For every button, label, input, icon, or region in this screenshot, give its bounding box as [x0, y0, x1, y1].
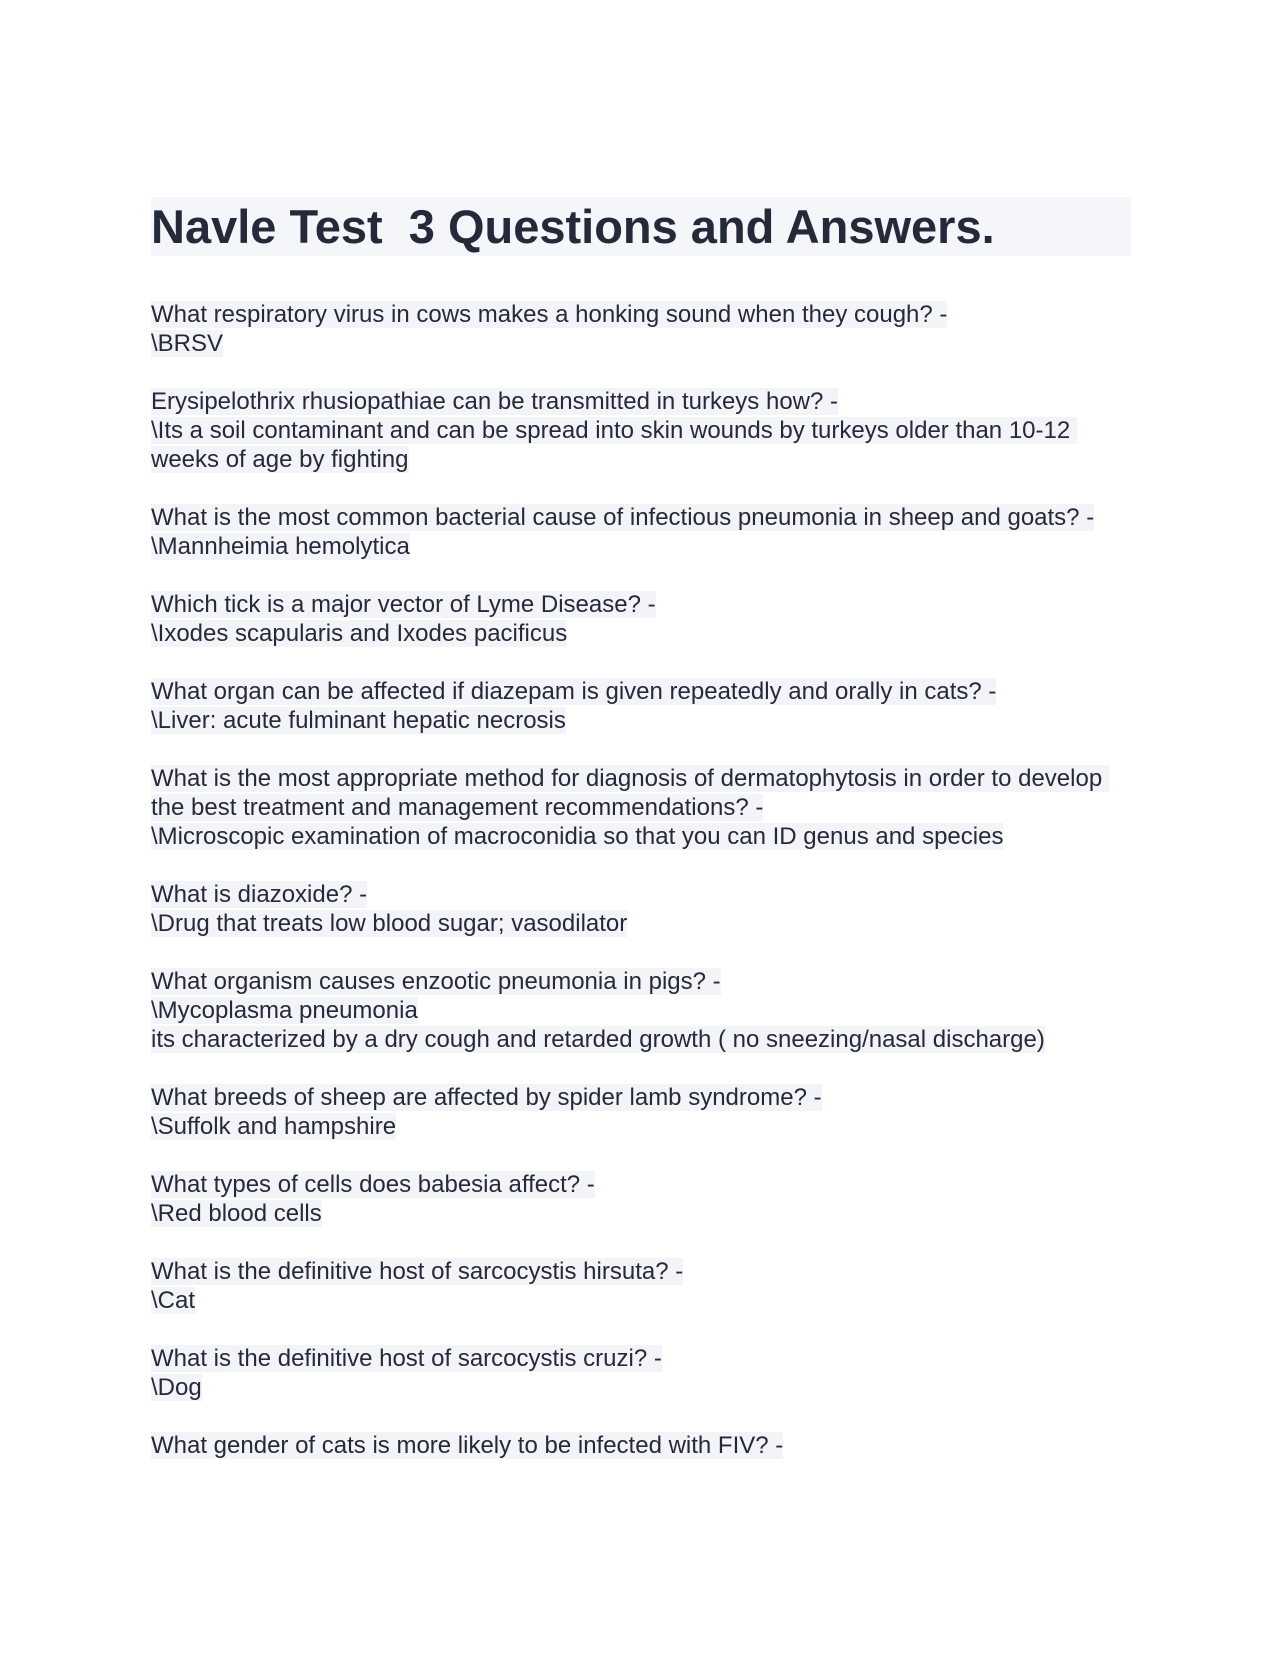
answer-text: \Suffolk and hampshire: [151, 1113, 397, 1140]
qa-item: [151, 880, 1131, 938]
answer-note: its characterized by a dry cough and retarded growth ( no sneezing/nasal discharge): [151, 1026, 1045, 1053]
question-text: What gender of cats is more likely to be infected with FIV? -: [151, 1432, 784, 1459]
answer-text: \Drug that treats low blood sugar; vasodilator: [151, 910, 628, 937]
document-title: Navle Test 3 Questions and Answers.: [151, 197, 1131, 256]
qa-item: [151, 1257, 1131, 1315]
answer-text: \Cat: [151, 1287, 196, 1314]
question-text: What types of cells does babesia affect? -: [151, 1171, 595, 1198]
answer-text: \Its a soil contaminant and can be spread into skin wounds by turkeys older than 10-12 weeks of age by fighting: [151, 417, 1077, 473]
question-text: Erysipelothrix rhusiopathiae can be transmitted in turkeys how? -: [151, 388, 838, 415]
qa-item: [151, 300, 1131, 358]
question-text: What organism causes enzootic pneumonia in pigs? -: [151, 968, 721, 995]
qa-item: [151, 764, 1131, 851]
qa-item: [151, 590, 1131, 648]
document-page: [151, 197, 1131, 1489]
answer-text: \Mycoplasma pneumonia: [151, 997, 418, 1024]
question-text: What breeds of sheep are affected by spider lamb syndrome? -: [151, 1084, 822, 1111]
answer-text: \Dog: [151, 1374, 202, 1401]
qa-item: [151, 503, 1131, 561]
qa-list: [151, 300, 1131, 1460]
qa-item: [151, 677, 1131, 735]
qa-item: [151, 1170, 1131, 1228]
qa-item: [151, 967, 1131, 1054]
question-text: What is the most appropriate method for diagnosis of dermatophytosis in order to develop the best treatment and management recommendations? -: [151, 765, 1109, 821]
question-text: What respiratory virus in cows makes a honking sound when they cough? -: [151, 301, 948, 328]
qa-item: [151, 1083, 1131, 1141]
question-text: What organ can be affected if diazepam is given repeatedly and orally in cats? -: [151, 678, 997, 705]
question-text: What is the definitive host of sarcocystis hirsuta? -: [151, 1258, 684, 1285]
question-text: What is the most common bacterial cause of infectious pneumonia in sheep and goats? -: [151, 504, 1095, 531]
answer-text: \Mannheimia hemolytica: [151, 533, 410, 560]
qa-item: [151, 1344, 1131, 1402]
answer-text: \Liver: acute fulminant hepatic necrosis: [151, 707, 566, 734]
answer-text: \Red blood cells: [151, 1200, 322, 1227]
qa-item: [151, 387, 1131, 474]
answer-text: \Ixodes scapularis and Ixodes pacificus: [151, 620, 568, 647]
answer-text: \Microscopic examination of macroconidia so that you can ID genus and species: [151, 823, 1004, 850]
question-text: What is diazoxide? -: [151, 881, 368, 908]
question-text: Which tick is a major vector of Lyme Disease? -: [151, 591, 656, 618]
answer-text: \BRSV: [151, 330, 224, 357]
qa-item: [151, 1431, 1131, 1460]
question-text: What is the definitive host of sarcocystis cruzi? -: [151, 1345, 662, 1372]
